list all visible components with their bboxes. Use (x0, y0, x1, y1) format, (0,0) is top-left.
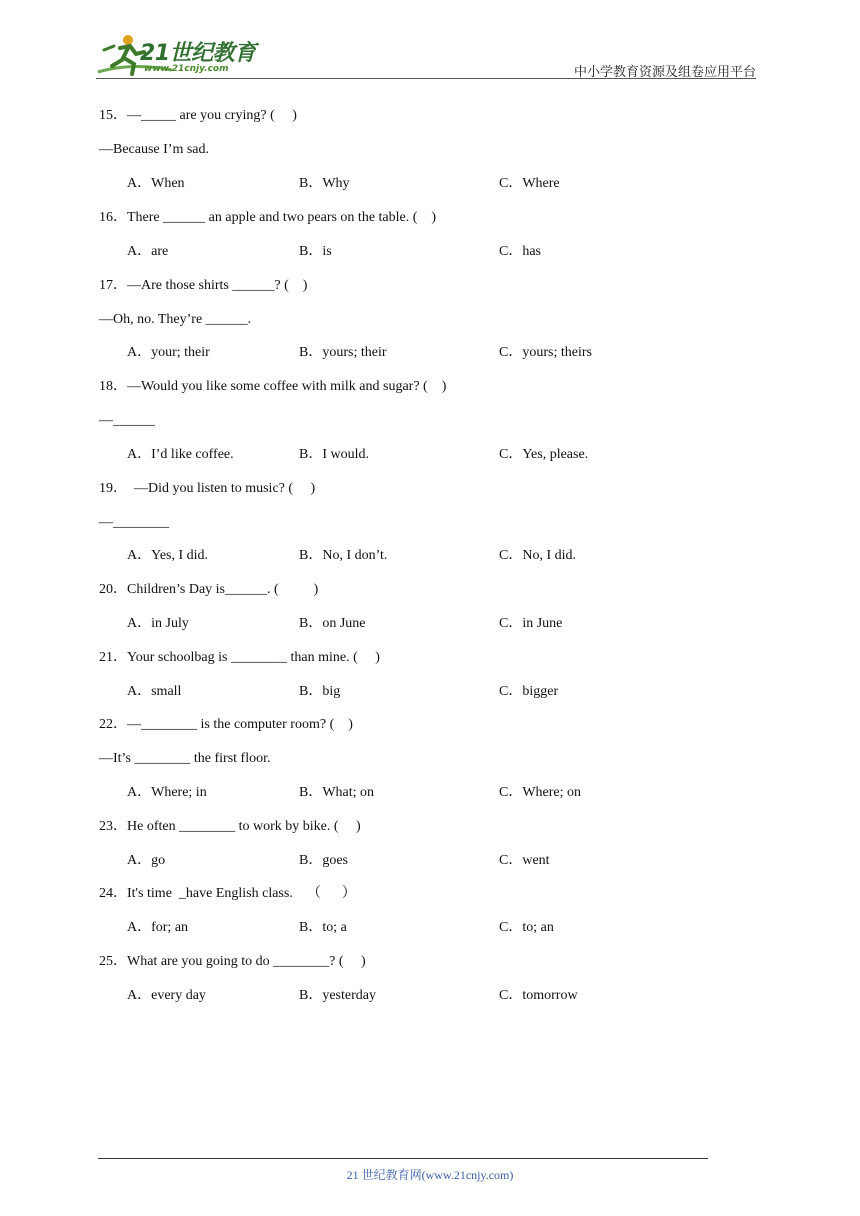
question-25-option-a[interactable]: A．every day (127, 988, 206, 1003)
page-header (0, 0, 860, 90)
question-21-stem: 21．Your schoolbag is ________ than mine. ( ) (99, 650, 380, 665)
question-23-option-c[interactable]: C．went (499, 853, 550, 868)
question-20-option-c[interactable]: C．in June (499, 616, 563, 631)
question-23-option-a[interactable]: A．go (127, 853, 166, 868)
question-19-option-b[interactable]: B．No, I don’t. (299, 548, 388, 563)
question-18-stem: 18．—Would you like some coffee with milk and sugar? ( ) (99, 379, 447, 394)
question-18-reply: —______ (99, 413, 155, 428)
question-16-stem: 16．There ______ an apple and two pears on the table. ( ) (99, 210, 437, 225)
question-23-option-b[interactable]: B．goes (299, 853, 348, 868)
question-24-stem: 24．It's time _have English class. （ ） (99, 886, 356, 901)
question-17-reply: —Oh, no. They’re ______. (99, 312, 252, 327)
question-25-option-c[interactable]: C．tomorrow (499, 988, 578, 1003)
question-20-option-a[interactable]: A．in July (127, 616, 189, 631)
question-23-stem: 23．He often ________ to work by bike. ( ) (99, 819, 361, 834)
question-22-option-c[interactable]: C．Where; on (499, 785, 582, 800)
logo-title: 21世纪教育 (140, 41, 256, 66)
question-20-option-b[interactable]: B．on June (299, 616, 366, 631)
question-18-option-c[interactable]: C．Yes, please. (499, 447, 589, 462)
footer-link[interactable]: 21 世纪教育网(www.21cnjy.com) (346, 1168, 514, 1182)
logo-url: www.21cnjy.com (144, 64, 229, 74)
question-19-stem: 19． —Did you listen to music? ( ) (99, 481, 316, 496)
question-19-reply: —________ (99, 515, 169, 530)
question-21-option-b[interactable]: B．big (299, 684, 341, 699)
question-16-option-b[interactable]: B．is (299, 244, 332, 259)
header-divider (96, 78, 756, 79)
question-17-stem: 17．—Are those shirts ______? ( ) (99, 278, 308, 293)
question-15-stem: 15．—_____ are you crying? ( ) (99, 108, 297, 123)
question-16-option-c[interactable]: C．has (499, 244, 541, 259)
footer-divider (98, 1158, 708, 1159)
question-22-stem: 22．—________ is the computer room? ( ) (99, 717, 353, 732)
question-17-option-c[interactable]: C．yours; theirs (499, 345, 592, 360)
question-25-option-b[interactable]: B．yesterday (299, 988, 376, 1003)
question-21-option-c[interactable]: C．bigger (499, 684, 559, 699)
question-18-option-a[interactable]: A．I’d like coffee. (127, 447, 234, 462)
question-19-option-c[interactable]: C．No, I did. (499, 548, 576, 563)
question-15-option-b[interactable]: B．Why (299, 176, 350, 191)
question-17-option-a[interactable]: A．your; their (127, 345, 210, 360)
question-22-option-b[interactable]: B．What; on (299, 785, 375, 800)
question-19-option-a[interactable]: A．Yes, I did. (127, 548, 209, 563)
question-24-option-c[interactable]: C．to; an (499, 920, 554, 935)
question-25-stem: 25．What are you going to do ________? ( ) (99, 954, 366, 969)
platform-name: 中小学教育资源及组卷应用平台 (573, 65, 756, 80)
question-18-option-b[interactable]: B．I would. (299, 447, 369, 462)
question-15-reply: —Because I’m sad. (99, 142, 210, 157)
question-22-reply: —It’s ________ the first floor. (99, 751, 271, 766)
question-24-option-b[interactable]: B．to; a (299, 920, 347, 935)
question-16-option-a[interactable]: A．are (127, 244, 169, 259)
question-22-option-a[interactable]: A．Where; in (127, 785, 207, 800)
question-20-stem: 20．Children’s Day is______. ( ) (99, 582, 319, 597)
question-17-option-b[interactable]: B．yours; their (299, 345, 387, 360)
question-24-option-a[interactable]: A．for; an (127, 920, 189, 935)
question-15-option-c[interactable]: C．Where (499, 176, 560, 191)
question-15-option-a[interactable]: A．When (127, 176, 185, 191)
question-21-option-a[interactable]: A．small (127, 684, 182, 699)
